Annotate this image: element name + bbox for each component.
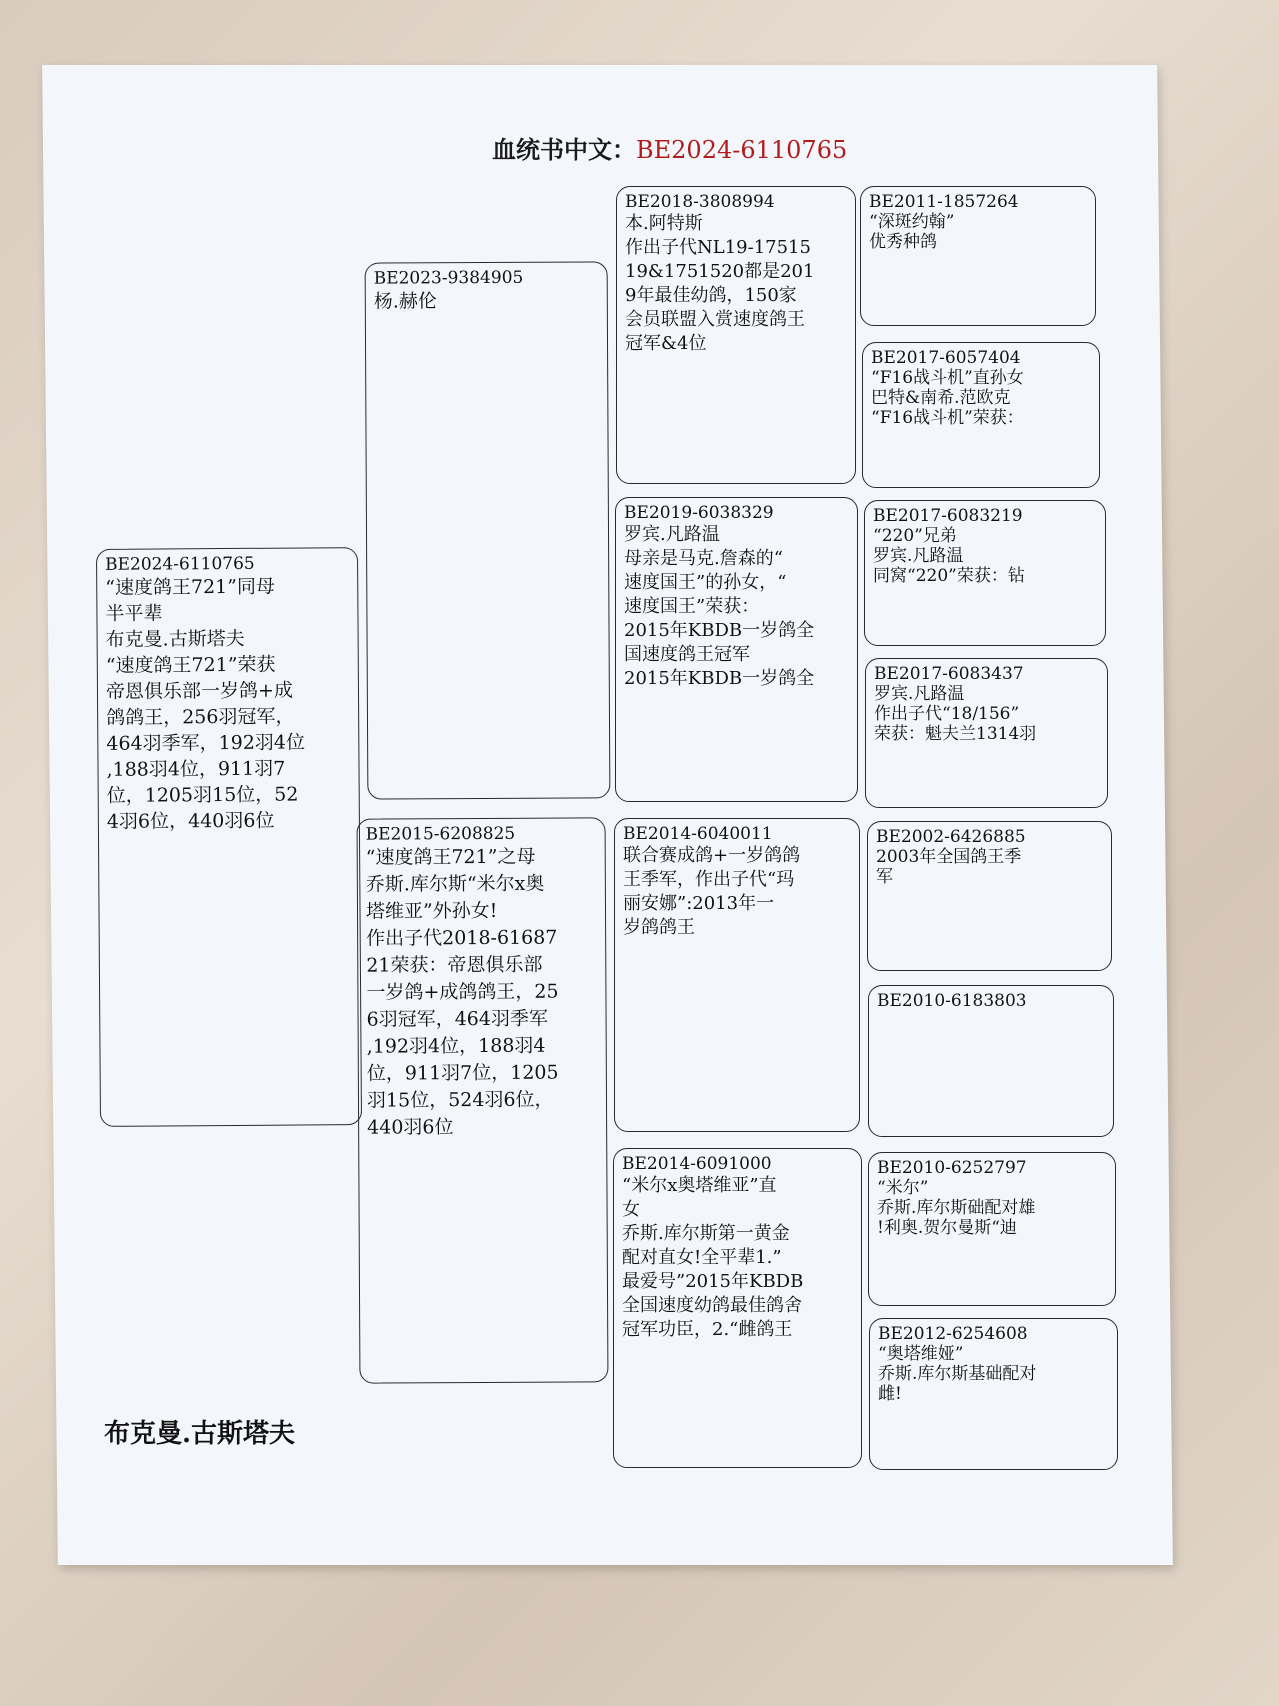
dam-text: “速度鸽王721”之母 乔斯.库尔斯“米尔x奥 塔维亚”外孙女! 作出子代2018-61687 21荣获：帝恩俱乐部 一岁鸽+成鸽鸽王，25 6羽冠军，464羽季军 ,192羽4位，188羽4 位，911羽7位，1205 羽15位，524羽6位， 440羽6位 <box>365 845 559 1139</box>
grandparent-box <box>614 818 860 1132</box>
great-grandparent-ring: BE2017-6083219 <box>873 506 1023 526</box>
great-grandparent-text: “深斑约翰” 优秀种鸽 <box>869 212 955 252</box>
great-grandparent-text: 罗宾.凡路温 作出子代“18/156” 荣获：魁夫兰1314羽 <box>874 684 1037 744</box>
grandparent-ring: BE2018-3808994 <box>625 192 775 212</box>
grandparent-box <box>615 497 858 802</box>
great-grandparent-ring: BE2002-6426885 <box>876 827 1026 847</box>
subject-ring: BE2024-6110765 <box>105 553 255 575</box>
grandparent-box <box>616 186 856 484</box>
grandparent-text: 联合赛成鸽+一岁鸽鸽 王季军，作出子代“玛 丽安娜”:2013年一 岁鸽鸽王 <box>623 845 801 938</box>
sire-text: 杨.赫伦 <box>373 290 437 313</box>
subject-text: “速度鸽王721”同母 半平辈 布克曼.古斯塔夫 “速度鸽王721”荣获 帝恩俱乐部一岁鸽+成 鸽鸽王，256羽冠军， 464羽季军，192羽4位 ,188羽4位，911羽7 位，1205羽15位，52 4羽6位，440羽6位 <box>105 575 306 833</box>
grandparent-text: 罗宾.凡路温 母亲是马克.詹森的“ 速度国王”的孙女，“ 速度国王”荣获： 2015年KBDB一岁鸽全 国速度鸽王冠军 2015年KBDB一岁鸽全 <box>624 524 815 689</box>
great-grandparent-box <box>868 985 1114 1137</box>
great-grandparent-box <box>868 1152 1116 1306</box>
great-grandparent-box <box>867 821 1112 971</box>
dam-box <box>357 817 609 1383</box>
subject-box <box>96 547 362 1127</box>
great-grandparent-box <box>869 1318 1118 1470</box>
grandparent-ring: BE2014-6091000 <box>622 1154 772 1174</box>
great-grandparent-text: “F16战斗机”直孙女 巴特&南希.范欧克 “F16战斗机”荣获： <box>871 368 1024 428</box>
great-grandparent-ring: BE2017-6083437 <box>874 664 1024 684</box>
dam-ring: BE2015-6208825 <box>365 823 516 845</box>
owner-name: 布克曼.古斯塔夫 <box>104 1419 296 1449</box>
great-grandparent-box <box>864 500 1106 646</box>
great-grandparent-ring: BE2010-6252797 <box>877 1158 1027 1178</box>
great-grandparent-ring: BE2011-1857264 <box>869 192 1019 212</box>
grandparent-text: “米尔x奥塔维亚”直 女 乔斯.库尔斯第一黄金 配对直女!全平辈1.” 最爱号”2015年KBDB 全国速度幼鸽最佳鸽舍 冠军功臣，2.“雌鸽王 <box>622 1175 804 1340</box>
great-grandparent-text: “奥塔维娅” 乔斯.库尔斯基础配对 雌! <box>878 1344 1037 1404</box>
grandparent-ring: BE2019-6038329 <box>624 503 774 523</box>
great-grandparent-box <box>860 186 1096 326</box>
great-grandparent-ring: BE2012-6254608 <box>878 1324 1028 1344</box>
great-grandparent-text: 2003年全国鸽王季 军 <box>876 847 1022 887</box>
great-grandparent-box <box>865 658 1108 808</box>
great-grandparent-ring: BE2010-6183803 <box>877 991 1027 1011</box>
page-title <box>492 130 847 165</box>
grandparent-box <box>613 1148 862 1468</box>
grandparent-text: 本.阿特斯 作出子代NL19-17515 19&1751520都是201 9年最佳幼鸽，150家 会员联盟入赏速度鸽王 冠军&4位 <box>625 213 815 354</box>
great-grandparent-text: “米尔” 乔斯.库尔斯础配对雄 !利奥.贺尔曼斯“迪 <box>877 1178 1036 1238</box>
title-ring-number: BE2024-6110765 <box>636 136 848 164</box>
sire-box <box>365 261 611 799</box>
grandparent-ring: BE2014-6040011 <box>623 824 773 844</box>
great-grandparent-box <box>862 342 1100 488</box>
great-grandparent-ring: BE2017-6057404 <box>871 348 1021 368</box>
great-grandparent-text: “220”兄弟 罗宾.凡路温 同窝“220”荣获：钻 <box>873 526 1025 586</box>
title-label: 血统书中文： <box>492 135 636 164</box>
sire-ring: BE2023-9384905 <box>373 267 524 289</box>
